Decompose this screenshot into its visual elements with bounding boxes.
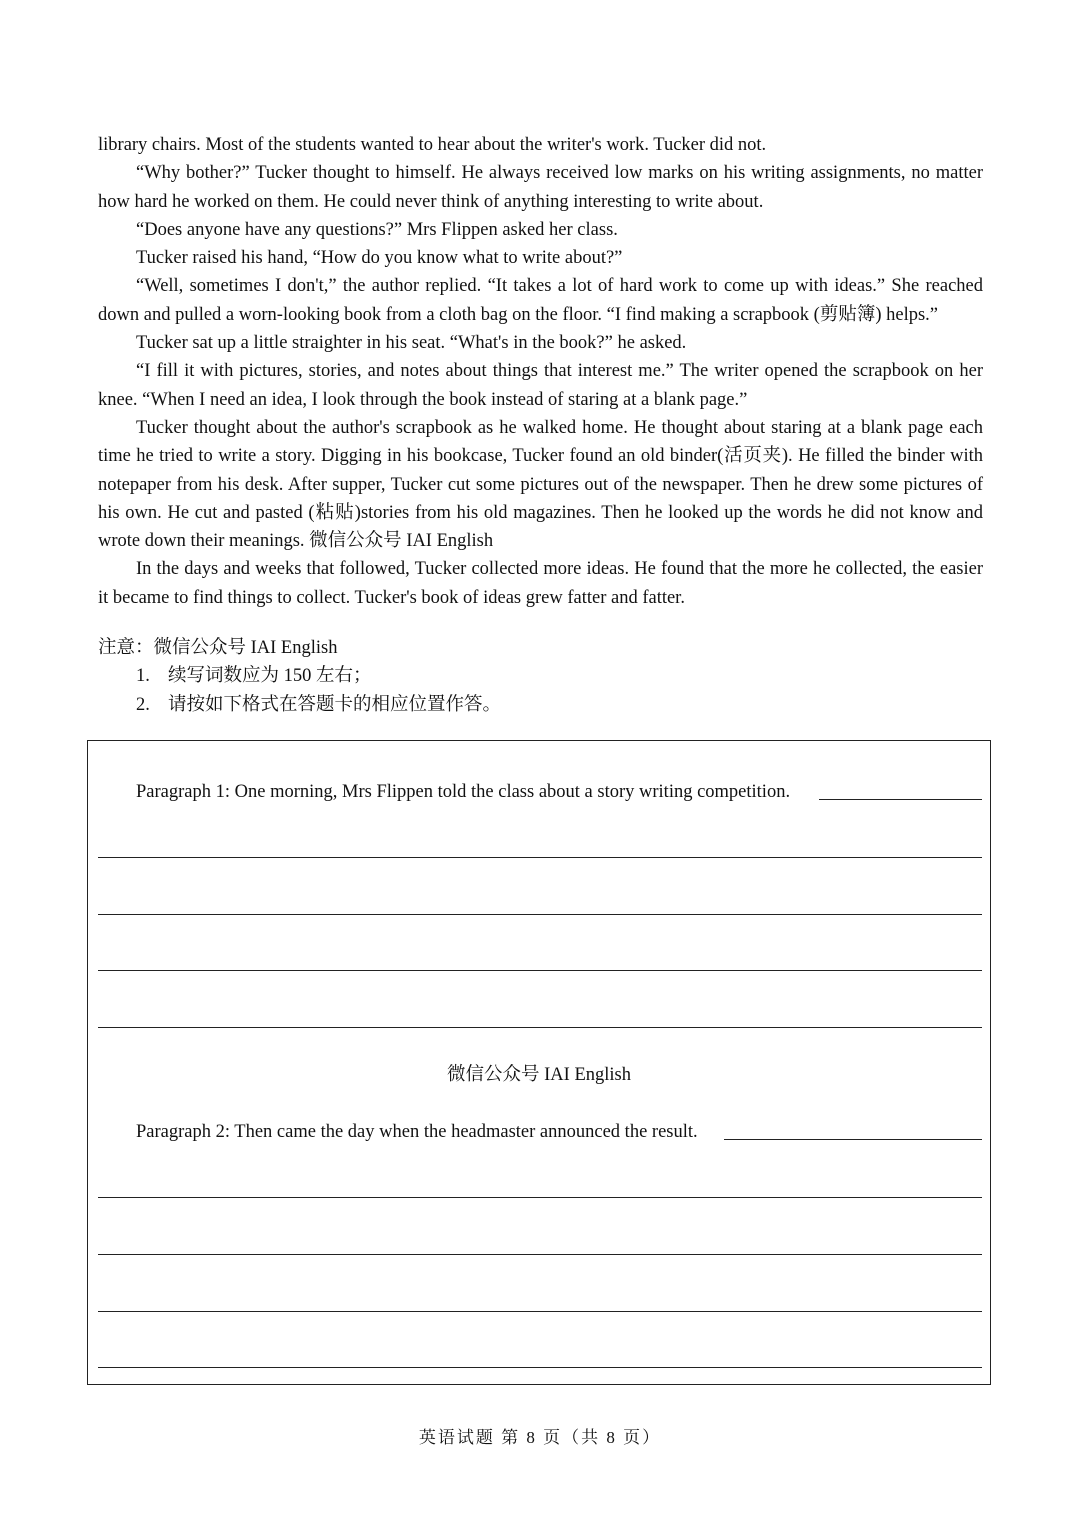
story-paragraph: “I fill it with pictures, stories, and notes about things that interest me.” The writer opened the scrapbook on her knee. “When I need an idea, I look through the book instead of staring at a blank page.” bbox=[98, 361, 983, 410]
paragraph2-writing-line[interactable] bbox=[98, 1311, 982, 1312]
story-paragraph: “Why bother?” Tucker thought to himself. He always received low marks on his writing assignments, no matter how hard he worked on them. He could never think of anything interesting to write about. bbox=[98, 163, 983, 212]
paragraph2-prompt: Paragraph 2: Then came the day when the headmaster announced the result. bbox=[136, 1122, 698, 1142]
paragraph2-inline-blank[interactable] bbox=[724, 1139, 982, 1140]
paragraph1-prompt: Paragraph 1: One morning, Mrs Flippen told the class about a story writing competition. bbox=[136, 782, 791, 802]
instruction-item bbox=[98, 691, 983, 719]
answer-box bbox=[87, 740, 991, 1385]
instructions bbox=[98, 634, 983, 719]
paragraph1-inline-blank[interactable] bbox=[819, 799, 982, 800]
story-paragraph: “Well, sometimes I don't,” the author replied. “It takes a lot of hard work to come up with ideas.” She reached down and pulled a worn-looking book from a cloth bag on the floor. “I find making a scrapbook (剪贴簿) helps.” bbox=[98, 276, 983, 325]
story-paragraph: Tucker raised his hand, “How do you know what to write about?” bbox=[136, 248, 623, 269]
watermark-text: 微信公众号 IAI English bbox=[447, 1065, 631, 1085]
story-paragraph: Tucker sat up a little straighter in his seat. “What's in the book?” he asked. bbox=[136, 333, 687, 354]
instruction-item bbox=[98, 662, 983, 690]
paragraph2-writing-line[interactable] bbox=[98, 1197, 982, 1198]
instruction-number: 1. bbox=[136, 666, 150, 687]
paragraph1-writing-line[interactable] bbox=[98, 914, 982, 915]
paragraph1-writing-line[interactable] bbox=[98, 1027, 982, 1028]
story-paragraph: library chairs. Most of the students wanted to hear about the writer's work. Tucker did not. bbox=[98, 135, 767, 155]
paragraph1-writing-line[interactable] bbox=[98, 857, 982, 858]
story-paragraph: Tucker thought about the author's scrapbook as he walked home. He thought about staring at a blank page each time he tried to write a story. Digging in his bookcase, Tucker found an old binder(活页夹). He filled the binder with notepaper from his desk. After supper, Tucker cut some pictures out of the newspaper. Then he drew some pictures of his own. He cut and pasted (粘贴)stories from his old magazines. Then he looked up the words he did not know and wrote down their meanings. 微信公众号 IAI English bbox=[98, 417, 983, 552]
paragraph2-writing-line[interactable] bbox=[98, 1254, 982, 1255]
page-footer: 英语试题 第 8 页（共 8 页） bbox=[418, 1428, 662, 1447]
instruction-number: 2. bbox=[136, 694, 150, 715]
instruction-text: 请按如下格式在答题卡的相应位置作答。 bbox=[168, 694, 502, 715]
instruction-text: 续写词数应为 150 左右； bbox=[168, 666, 372, 687]
paragraph1-writing-line[interactable] bbox=[98, 970, 982, 971]
story-passage bbox=[98, 131, 983, 612]
paragraph2-writing-line[interactable] bbox=[98, 1367, 982, 1368]
instructions-heading: 注意：微信公众号 IAI English bbox=[98, 638, 338, 658]
story-paragraph: “Does anyone have any questions?” Mrs Flippen asked her class. bbox=[136, 219, 618, 240]
story-paragraph: In the days and weeks that followed, Tucker collected more ideas. He found that the more he collected, the easier it became to find things to collect. Tucker's book of ideas grew fatter and fatter. bbox=[98, 559, 983, 608]
